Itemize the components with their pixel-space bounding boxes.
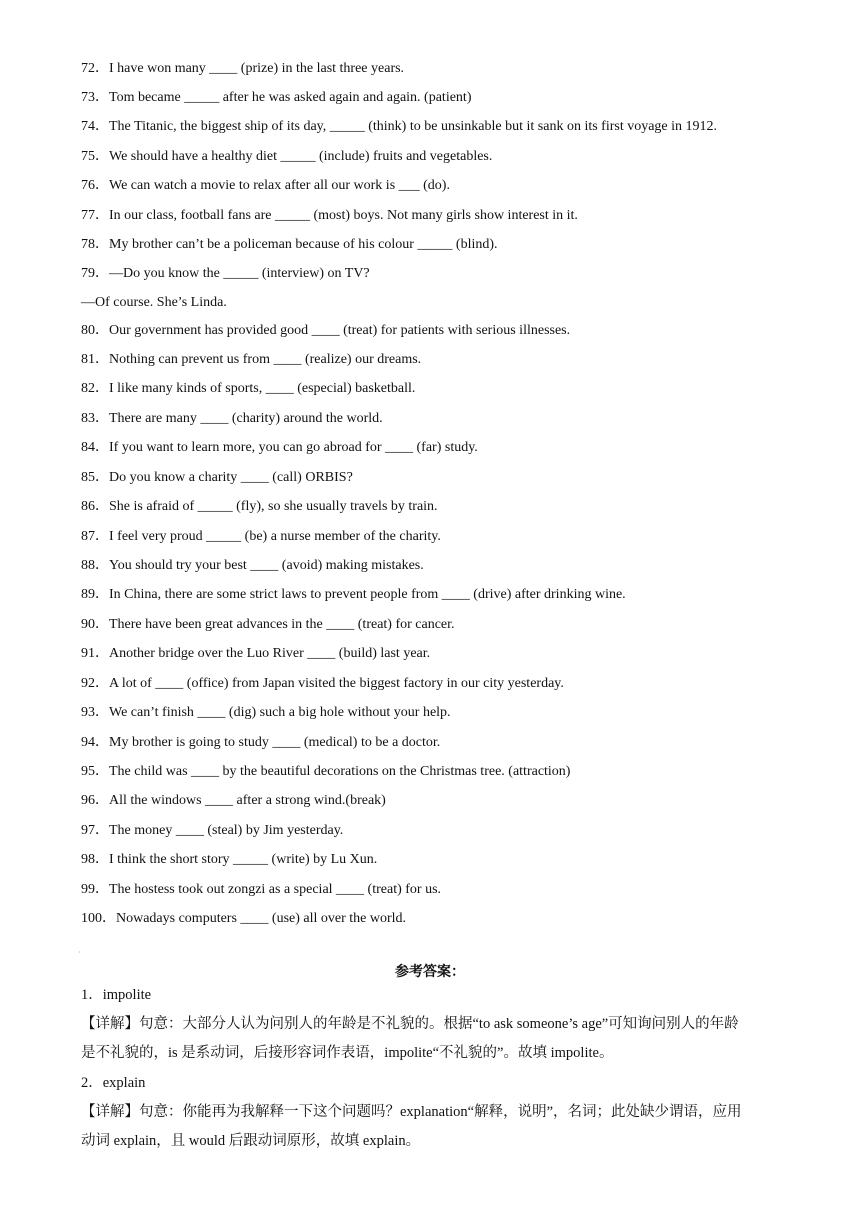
question-81: 81．Nothing can prevent us from ____ (realize) our dreams. [81,352,422,367]
question-95: 95．The child was ____ by the beautiful decorations on the Christmas tree. (attraction) [81,764,571,779]
question-84: 84．If you want to learn more, you can go abroad for ____ (far) study. [81,440,478,455]
question-94: 94．My brother is going to study ____ (medical) to be a doctor. [81,735,441,750]
question-80: 80．Our government has provided good ____ (treat) for patients with serious illnesses. [81,323,571,338]
question-87: 87．I feel very proud _____ (be) a nurse member of the charity. [81,529,441,544]
answer-2-explanation-line-2: 动词 explain，且 would 后跟动词原形，故填 explain。 [81,1133,421,1149]
question-79: 79．—Do you know the _____ (interview) on TV? [81,266,370,281]
question-92: 92．A lot of ____ (office) from Japan visited the biggest factory in our city yesterday. [81,676,564,691]
question-83: 83．There are many ____ (charity) around the world. [81,411,383,426]
question-82: 82．I like many kinds of sports, ____ (especial) basketball. [81,381,416,396]
question-93: 93．We can’t finish ____ (dig) such a big hole without your help. [81,705,451,720]
answer-1-explanation-line-2: 是不礼貌的，is 是系动词，后接形容词作表语，impolite“不礼貌的”。故填 impolite。 [81,1045,614,1061]
question-78: 78．My brother can’t be a policeman because of his colour _____ (blind). [81,237,498,252]
answer-2-explanation-line-1: 【详解】句意：你能再为我解释一下这个问题吗？explanation“解释，说明”，名词；此处缺少谓语，应用 [81,1104,742,1120]
question-100: 100．Nowadays computers ____ (use) all over the world. [81,911,407,926]
answer-1: 1．impolite [81,987,152,1003]
question-75: 75．We should have a healthy diet _____ (include) fruits and vegetables. [81,149,493,164]
question-88: 88．You should try your best ____ (avoid) making mistakes. [81,558,424,573]
question-91: 91．Another bridge over the Luo River ____ (build) last year. [81,646,431,661]
answer-1-explanation-line-1: 【详解】句意：大部分人认为问别人的年龄是不礼貌的。根据“to ask someone’s age”可知询问别人的年龄 [81,1016,739,1032]
question-76: 76．We can watch a movie to relax after all our work is ___ (do). [81,178,450,193]
question-96: 96．All the windows ____ after a strong wind.(break) [81,793,386,808]
question-77: 77．In our class, football fans are _____ (most) boys. Not many girls show interest in it. [81,208,578,223]
question-73: 73．Tom became _____ after he was asked again and again. (patient) [81,90,472,105]
question-98: 98．I think the short story _____ (write) by Lu Xun. [81,852,378,867]
question-74: 74．The Titanic, the biggest ship of its day, _____ (think) to be unsinkable but it sank on its first voyage in 1912. [81,119,718,134]
answers-heading: 参考答案： [395,964,465,980]
question-72: 72．I have won many ____ (prize) in the last three years. [81,61,405,76]
answer-2: 2．explain [81,1075,146,1091]
question-79-reply: —Of course. She’s Linda. [81,295,227,310]
stray-dot: · [78,948,81,957]
question-99: 99．The hostess took out zongzi as a special ____ (treat) for us. [81,882,442,897]
question-89: 89．In China, there are some strict laws to prevent people from ____ (drive) after drinking wine. [81,587,626,602]
question-90: 90．There have been great advances in the ____ (treat) for cancer. [81,617,455,632]
question-97: 97．The money ____ (steal) by Jim yesterday. [81,823,344,838]
question-86: 86．She is afraid of _____ (fly), so she usually travels by train. [81,499,438,514]
question-85: 85．Do you know a charity ____ (call) ORBIS? [81,470,353,485]
